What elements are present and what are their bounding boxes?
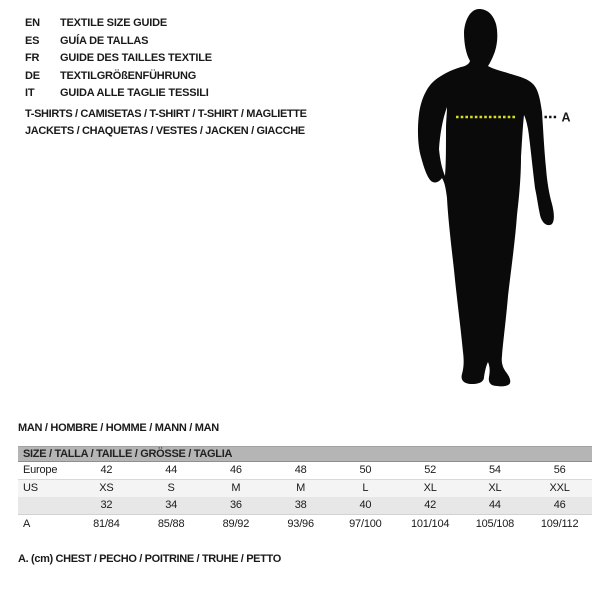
- table-cell: XL: [423, 482, 437, 494]
- size-table-header: SIZE / TALLA / TAILLE / GRÖSSE / TAGLIA: [18, 446, 592, 462]
- language-list: [25, 15, 212, 103]
- language-text: TEXTILE SIZE GUIDE: [60, 17, 168, 29]
- table-cell: 40: [359, 499, 372, 511]
- category-jackets: JACKETS / CHAQUETAS / VESTES / JACKEN / GIACCHE: [25, 125, 305, 137]
- table-cell: XXL: [549, 482, 570, 494]
- table-cell: 46: [229, 464, 242, 476]
- table-cell: M: [231, 482, 241, 494]
- table-cell: 50: [359, 464, 372, 476]
- size-table: [18, 446, 592, 533]
- language-code: ES: [25, 34, 40, 47]
- category-lines: [25, 106, 307, 140]
- table-row-numeric: [18, 497, 592, 515]
- table-cell: 54: [488, 464, 501, 476]
- table-cell: S: [167, 482, 175, 494]
- man-silhouette: [390, 0, 600, 420]
- table-cell: 105/108: [475, 518, 515, 530]
- table-cell: XS: [99, 482, 114, 494]
- language-code: EN: [25, 17, 40, 29]
- row-label: Europe: [23, 464, 58, 476]
- measurement-label-a: A: [561, 110, 571, 125]
- table-cell: 109/112: [540, 518, 579, 530]
- table-cell: L: [362, 482, 369, 494]
- language-text: GUIDA ALLE TAGLIE TESSILI: [60, 87, 209, 99]
- man-figure: [390, 0, 600, 420]
- language-text: TEXTILGRÖßENFÜHRUNG: [60, 69, 197, 82]
- table-row-us: [18, 480, 592, 497]
- language-code: IT: [25, 87, 35, 99]
- language-row: [25, 68, 212, 86]
- table-cell: 44: [488, 499, 501, 511]
- table-cell: 44: [165, 464, 178, 476]
- table-row-chest: [18, 515, 592, 533]
- table-cell: 38: [294, 499, 307, 511]
- table-cell: 48: [294, 464, 307, 476]
- language-row: [25, 85, 212, 103]
- table-cell: 81/84: [93, 518, 120, 530]
- table-cell: 97/100: [349, 518, 382, 530]
- man-silhouette-body: [418, 9, 554, 386]
- measurement-footnote: A. (cm) CHEST / PECHO / POITRINE / TRUHE / PETTO: [18, 553, 281, 565]
- row-label: [18, 497, 74, 514]
- table-cell: 93/96: [287, 518, 314, 530]
- language-row: [25, 50, 212, 68]
- table-cell: 42: [424, 499, 437, 511]
- table-cell: 89/92: [222, 518, 250, 530]
- table-cell: 101/104: [410, 518, 450, 530]
- row-label: A: [23, 518, 31, 530]
- table-cell: 34: [165, 499, 178, 511]
- table-cell: 46: [553, 499, 566, 511]
- table-cell: 32: [100, 499, 113, 511]
- category-tshirts: T-SHIRTS / CAMISETAS / T-SHIRT / T-SHIRT / MAGLIETTE: [25, 108, 307, 120]
- table-cell: 56: [553, 464, 566, 476]
- table-cell: 36: [229, 499, 242, 511]
- section-title-man: MAN / HOMBRE / HOMME / MANN / MAN: [18, 422, 219, 434]
- language-code: DE: [25, 69, 40, 82]
- language-text: GUIDE DES TAILLES TEXTILE: [60, 52, 212, 64]
- language-row: [25, 15, 212, 33]
- table-cell: XL: [488, 482, 502, 494]
- table-cell: M: [296, 482, 306, 494]
- table-row-europe: [18, 462, 592, 480]
- row-label: US: [23, 482, 38, 494]
- table-cell: 52: [424, 464, 437, 476]
- language-code: FR: [25, 52, 40, 64]
- table-cell: 42: [100, 464, 113, 476]
- language-row: [25, 33, 212, 51]
- language-text: GUÍA DE TALLAS: [60, 34, 149, 47]
- table-cell: 85/88: [157, 518, 185, 530]
